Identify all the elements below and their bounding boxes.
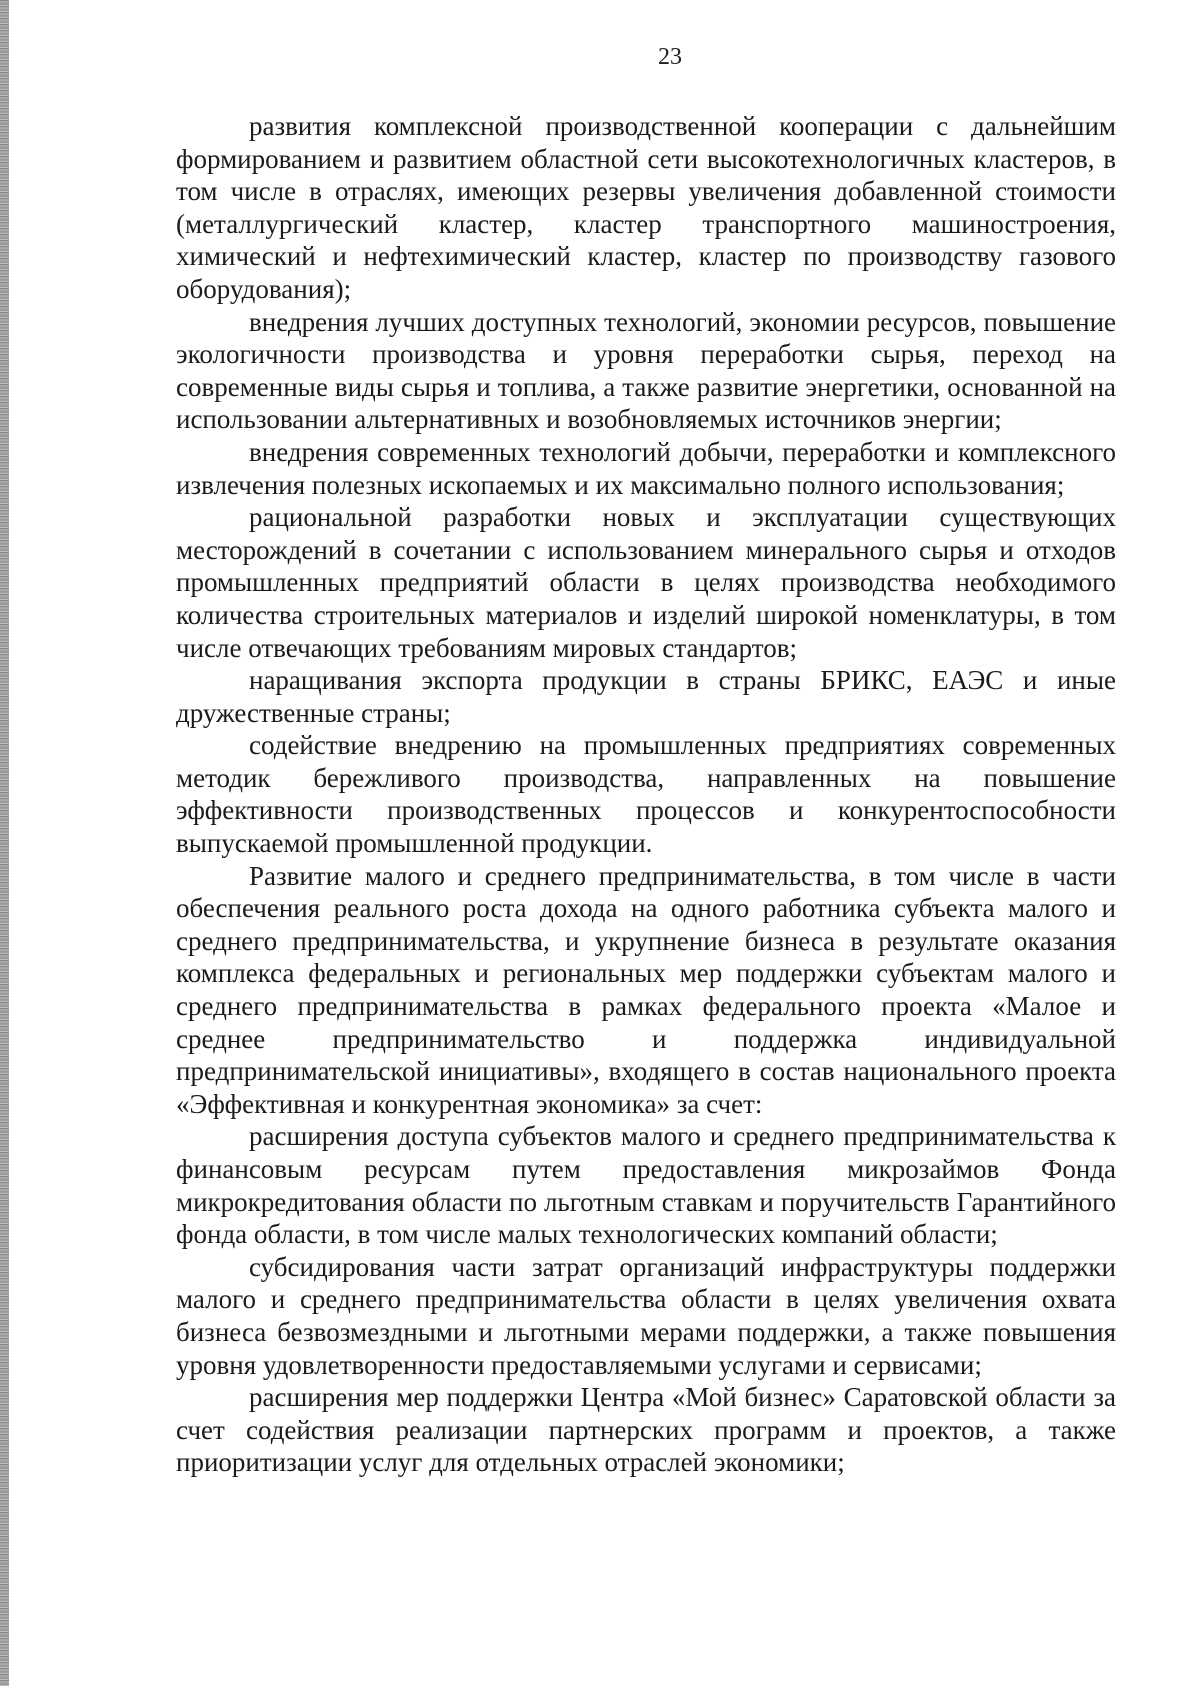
paragraph: наращивания экспорта продукции в страны БРИКС, ЕАЭС и иные дружественные страны;	[176, 665, 1116, 728]
paragraph: внедрения лучших доступных технологий, экономии ресурсов, повышение экологичности производства и уровня переработки сырья, переход на современные виды сырья и топлива, а также развитие энергетики, основанной на использовании альтернативных и возобновляемых источников энергии;	[176, 306, 1116, 435]
paragraph: внедрения современных технологий добычи, переработки и комплексного извлечения полезных ископаемых и их максимально полного использования;	[176, 436, 1116, 500]
paragraph: расширения доступа субъектов малого и среднего предпринимательства к финансовым ресурсам путем предоставления микрозаймов Фонда микрокредитования области по льготным ставкам и поручительств Гарантийного фонда области, в том числе малых технологических компаний области;	[176, 1121, 1116, 1250]
paragraph: развития комплексной производственной кооперации с дальнейшим формированием и развитием областной сети высокотехнологичных кластеров, в том числе в отраслях, имеющих резервы увеличения добавленной стоимости (металлургический кластер, кластер транспортного машиностроения, химический и нефтехимический кластер, кластер по производству газового оборудования);	[176, 111, 1116, 304]
paragraph: содействие внедрению на промышленных предприятиях современных методик бережливого производства, направленных на повышение эффективности производственных процессов и конкурентоспособности выпускаемой промышленной продукции.	[176, 730, 1116, 859]
document-body	[176, 110, 1116, 1479]
paragraph: субсидирования части затрат организаций инфраструктуры поддержки малого и среднего предпринимательства области в целях увеличения охвата бизнеса безвозмездными и льготными мерами поддержки, а также повышения уровня удовлетворенности предоставляемыми услугами и сервисами;	[176, 1251, 1116, 1380]
paragraph: рациональной разработки новых и эксплуатации существующих месторождений в сочетании с использованием минерального сырья и отходов промышленных предприятий области в целях производства необходимого количества строительных материалов и изделий широкой номенклатуры, в том числе отвечающих требованиям мировых стандартов;	[176, 502, 1116, 663]
scan-edge-shadow	[0, 0, 9, 1686]
paragraph: Развитие малого и среднего предпринимательства, в том числе в части обеспечения реального роста дохода на одного работника субъекта малого и среднего предпринимательства, и укрупнение бизнеса в результате оказания комплекса федеральных и региональных мер поддержки субъектам малого и среднего предпринимательства в рамках федерального проекта «Малое и среднее предпринимательство и поддержка индивидуальной предпринимательской инициативы», входящего в состав национального проекта «Эффективная и конкурентная экономика» за счет:	[176, 860, 1116, 1119]
page-number: 23	[658, 44, 682, 70]
paragraph: расширения мер поддержки Центра «Мой бизнес» Саратовской области за счет содействия реализации партнерских программ и проектов, а также приоритизации услуг для отдельных отраслей экономики;	[176, 1382, 1116, 1478]
